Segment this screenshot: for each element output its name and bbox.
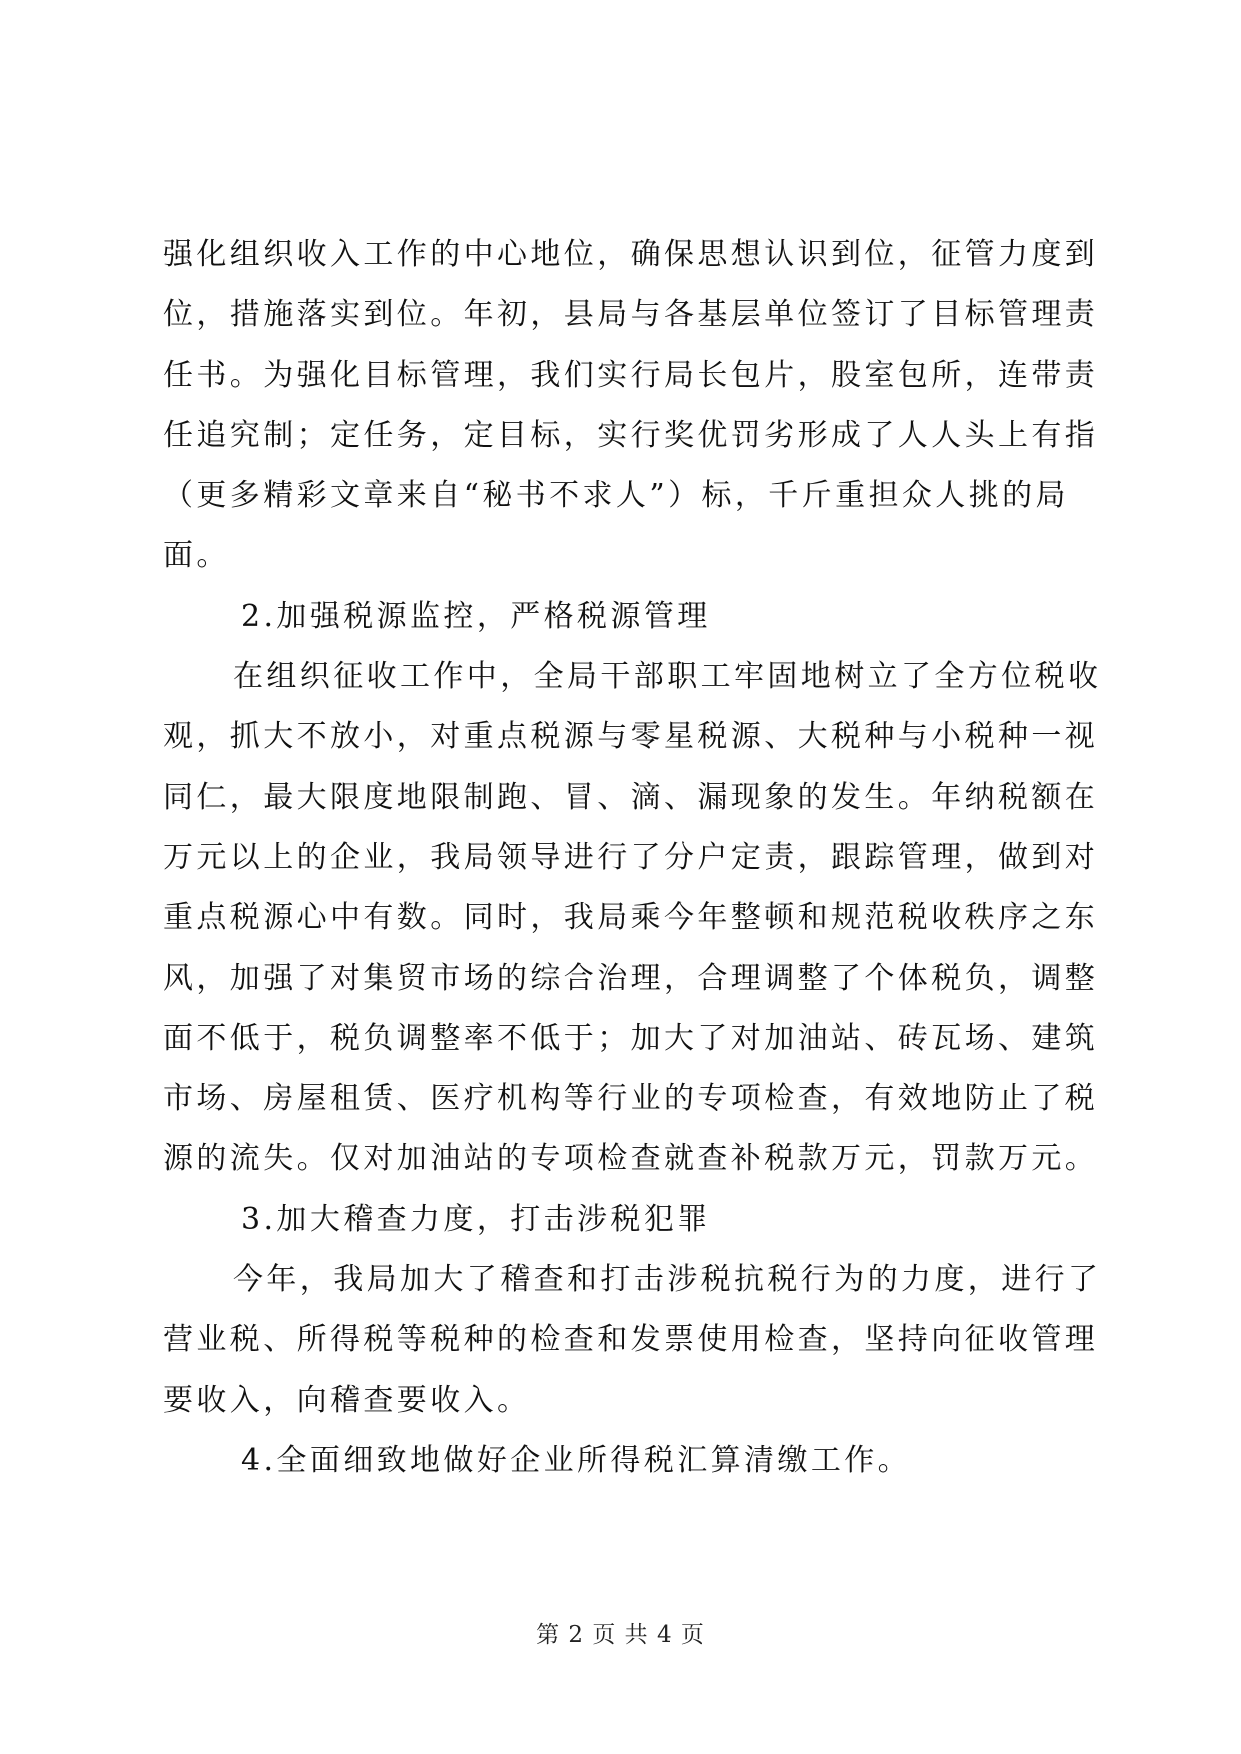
paragraph-line: 观，抓大不放小，对重点税源与零星税源、大税种与小税种一视 <box>163 719 1099 755</box>
paragraph-line: 重点税源心中有数。同时，我局乘今年整顿和规范税收秩序之东 <box>163 900 1099 936</box>
paragraph-line: 强化组织收入工作的中心地位，确保思想认识到位，征管力度到 <box>163 237 1099 272</box>
paragraph-line: 源的流失。仅对加油站的专项检查就查补税款万元，罚款万元。 <box>163 1141 1099 1177</box>
paragraph-line: 风，加强了对集贸市场的综合治理，合理调整了个体税负，调整 <box>163 960 1099 996</box>
section-heading: 3.加大稽查力度，打击涉税犯罪 <box>241 1201 711 1237</box>
paragraph-line: 要收入，向稽查要收入。 <box>163 1382 531 1418</box>
paragraph-line: 今年，我局加大了稽查和打击涉税抗税行为的力度，进行了 <box>233 1262 1102 1298</box>
paragraph-line: 位，措施落实到位。年初，县局与各基层单位签订了目标管理责 <box>163 297 1099 333</box>
page-number-footer: 第 2 页 共 4 页 <box>536 1622 705 1648</box>
section-heading: 2.加强税源监控，严格税源管理 <box>241 598 711 634</box>
paragraph-line: 面。 <box>163 538 230 574</box>
section-heading: 4.全面细致地做好企业所得税汇算清缴工作。 <box>241 1442 912 1478</box>
paragraph-line: 面不低于，税负调整率不低于；加大了对加油站、砖瓦场、建筑 <box>163 1020 1099 1056</box>
paragraph-line: （更多精彩文章来自“秘书不求人”）标，千斤重担众人挑的局 <box>163 478 1069 514</box>
paragraph-line: 营业税、所得税等税种的检查和发票使用检查，坚持向征收管理 <box>163 1322 1099 1358</box>
paragraph-line: 在组织征收工作中，全局干部职工牢固地树立了全方位税收 <box>233 659 1102 695</box>
paragraph-line: 任追究制；定任务，定目标，实行奖优罚劣形成了人人头上有指 <box>163 417 1099 453</box>
paragraph-line: 同仁，最大限度地限制跑、冒、滴、漏现象的发生。年纳税额在 <box>163 779 1099 815</box>
paragraph-line: 任书。为强化目标管理，我们实行局长包片，股室包所，连带责 <box>163 357 1099 393</box>
paragraph-line: 市场、房屋租赁、医疗机构等行业的专项检查，有效地防止了税 <box>163 1081 1099 1117</box>
paragraph-line: 万元以上的企业，我局领导进行了分户定责，跟踪管理，做到对 <box>163 839 1099 875</box>
document-body <box>163 225 1102 1491</box>
